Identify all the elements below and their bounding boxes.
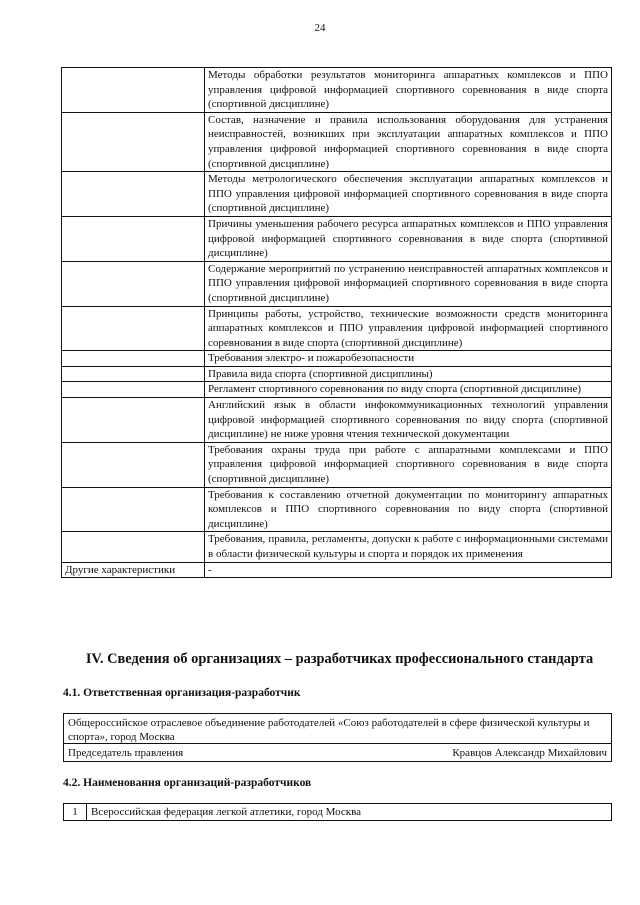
developers-table (63, 803, 612, 821)
table-row (62, 172, 612, 217)
row-text-cell: Требования к составлению отчетной документации по мониторингу аппаратных комплексов и ППО спортивного соревнования по виду спорта (спортивной дисциплине) (205, 487, 612, 532)
row-text-cell: Причины уменьшения рабочего ресурса аппаратных комплексов и ППО управления цифровой информацией спортивного соревнования в виде спорта (спортивной дисциплине) (205, 216, 612, 261)
row-text-cell: Требования, правила, регламенты, допуски к работе с информационными системами в области физической культуры и спорта и порядок их применения (205, 532, 612, 562)
developer-row (64, 804, 612, 821)
table-row (62, 532, 612, 562)
knowledge-table (61, 67, 612, 578)
table-row (62, 216, 612, 261)
developer-name: Всероссийская федерация легкой атлетики, город Москва (87, 804, 612, 821)
responsible-org-signature-row (64, 744, 611, 760)
row-label-cell (62, 442, 205, 487)
table-row (62, 351, 612, 367)
table-row (62, 306, 612, 351)
row-label-cell (62, 532, 205, 562)
responsible-org-heading: 4.1. Ответственная организация-разработчик (63, 687, 301, 699)
other-characteristics-row (62, 562, 612, 578)
table-row (62, 366, 612, 382)
row-label-cell (62, 172, 205, 217)
row-text-cell: Методы обработки результатов мониторинга аппаратных комплексов и ППО управления цифровой информацией спортивного соревнования в виде спорта (спортивной дисциплине) (205, 68, 612, 113)
table-row (62, 68, 612, 113)
page-number: 24 (314, 22, 326, 34)
row-text-cell: Требования электро- и пожаробезопасности (205, 351, 612, 367)
row-text-cell: Принципы работы, устройство, технические возможности средств мониторинга аппаратных комплексов и ППО управления цифровой информацией спортивного соревнования в виде спорта (спортивной дисциплине) (205, 306, 612, 351)
row-text-cell: Правила вида спорта (спортивной дисциплины) (205, 366, 612, 382)
row-label-cell (62, 306, 205, 351)
row-label-cell (62, 112, 205, 171)
table-row (62, 112, 612, 171)
responsible-org-person: Кравцов Александр Михайлович (452, 747, 607, 759)
table-row (62, 261, 612, 306)
responsible-org-name: Общероссийское отраслевое объединение работодателей «Союз работодателей в сфере физической культуры и спорта», город Москва (64, 714, 611, 744)
row-label-cell (62, 487, 205, 532)
row-text-cell: Регламент спортивного соревнования по виду спорта (спортивной дисциплине) (205, 382, 612, 398)
table-row (62, 442, 612, 487)
section-title: IV. Сведения об организациях – разработчиках профессионального стандарта (85, 651, 594, 667)
table-row (62, 398, 612, 443)
row-label-cell (62, 398, 205, 443)
row-text-cell: Требования охраны труда при работе с аппаратными комплексами и ППО управления цифровой информацией спортивного соревнования в виде спорта (спортивной дисциплине) (205, 442, 612, 487)
row-text-cell: Состав, назначение и правила использования оборудования для устранения неисправностей, возникших при эксплуатации аппаратных комплексов и ППО управления цифровой информацией спортивного соревнования в виде спорта (спортивной дисциплине) (205, 112, 612, 171)
row-label-cell (62, 68, 205, 113)
other-characteristics-value: - (205, 562, 612, 578)
row-text-cell: Содержание мероприятий по устранению неисправностей аппаратных комплексов и ППО управления цифровой информацией спортивного соревнования в виде спорта (спортивной дисциплине) (205, 261, 612, 306)
responsible-org-box (63, 713, 612, 762)
row-text-cell: Английский язык в области инфокоммуникационных технологий управления цифровой информацией спортивного соревнования по виду спорта (спортивной дисциплине) не ниже уровня чтения технической документации (205, 398, 612, 443)
developers-heading: 4.2. Наименования организаций-разработчиков (63, 777, 312, 789)
row-label-cell (62, 216, 205, 261)
row-text-cell: Методы метрологического обеспечения эксплуатации аппаратных комплексов и ППО управления цифровой информацией спортивного соревнования в виде спорта (спортивной дисциплине) (205, 172, 612, 217)
table-row (62, 487, 612, 532)
row-label-cell (62, 351, 205, 367)
row-label-cell (62, 382, 205, 398)
responsible-org-position: Председатель правления (68, 747, 184, 759)
table-row (62, 382, 612, 398)
developer-number: 1 (64, 804, 87, 821)
other-characteristics-label: Другие характеристики (62, 562, 205, 578)
row-label-cell (62, 261, 205, 306)
row-label-cell (62, 366, 205, 382)
